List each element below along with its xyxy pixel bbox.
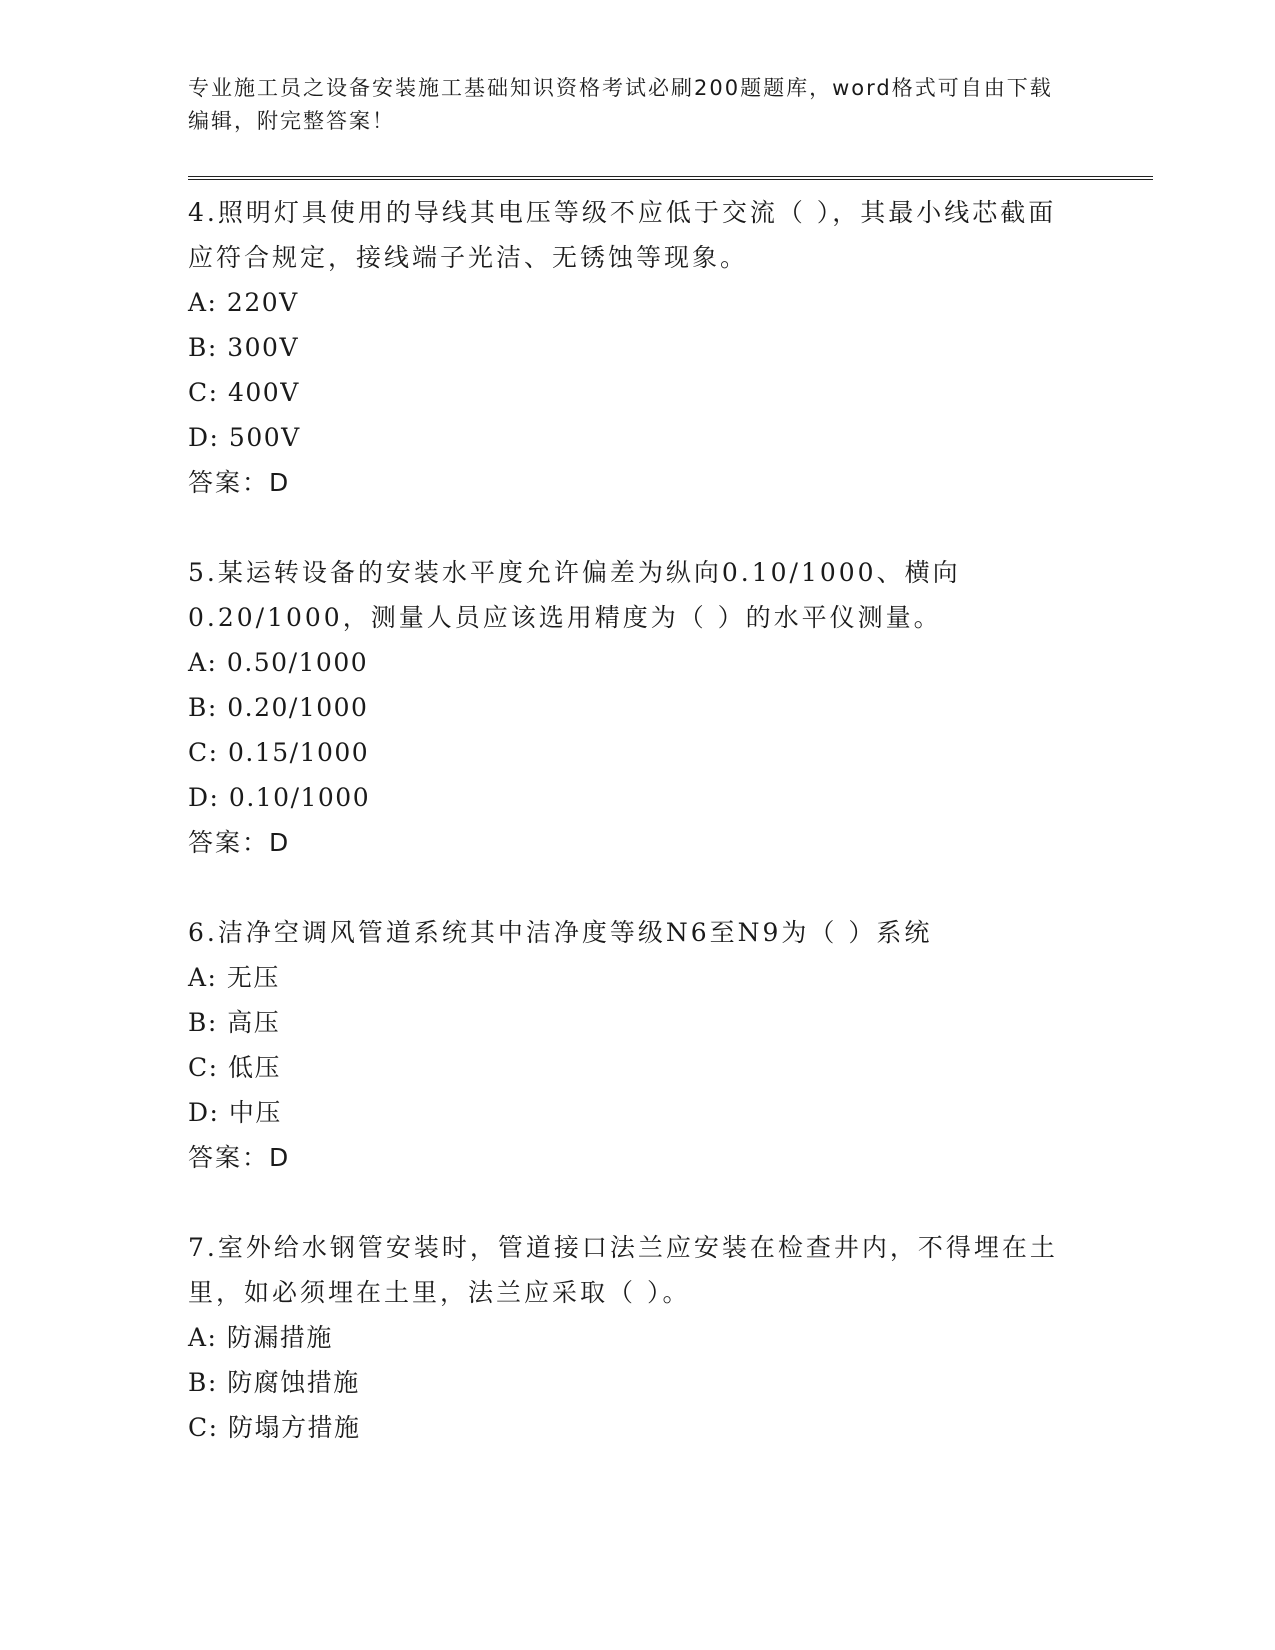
answer-text: 答案：D bbox=[188, 828, 291, 857]
answer-text: 答案：D bbox=[188, 468, 291, 497]
document-page bbox=[188, 72, 1148, 1495]
question-text: 5.某运转设备的安装水平度允许偏差为纵向0.10/1000、横向0.20/1000，测量人员应该选用精度为（ ）的水平仪测量。 bbox=[188, 558, 961, 632]
option-c: C: 400V bbox=[188, 378, 300, 407]
option-b: B: 高压 bbox=[188, 1008, 281, 1037]
question-item bbox=[188, 550, 1148, 865]
option-d: D: 0.10/1000 bbox=[188, 783, 371, 812]
option-c: C: 0.15/1000 bbox=[188, 738, 370, 767]
option-d: D: 500V bbox=[188, 423, 301, 452]
question-item bbox=[188, 910, 1148, 1180]
question-item bbox=[188, 190, 1148, 505]
header-divider bbox=[188, 176, 1153, 180]
option-c: C: 低压 bbox=[188, 1053, 281, 1082]
option-d: D: 中压 bbox=[188, 1098, 282, 1127]
option-b: B: 防腐蚀措施 bbox=[188, 1368, 360, 1397]
option-c: C: 防塌方措施 bbox=[188, 1413, 361, 1442]
option-b: B: 300V bbox=[188, 333, 300, 362]
option-a: A: 防漏措施 bbox=[188, 1323, 333, 1352]
question-list bbox=[188, 190, 1148, 1450]
document-header: 专业施工员之设备安装施工基础知识资格考试必刷200题题库，word格式可自由下载编辑，附完整答案！ bbox=[188, 76, 1053, 133]
option-a: A: 无压 bbox=[188, 963, 280, 992]
option-b: B: 0.20/1000 bbox=[188, 693, 369, 722]
question-text: 7.室外给水钢管安装时，管道接口法兰应安装在检查井内，不得埋在土里，如必须埋在土里，法兰应采取（ ）。 bbox=[188, 1233, 1058, 1307]
option-a: A: 220V bbox=[188, 288, 299, 317]
question-text: 4.照明灯具使用的导线其电压等级不应低于交流（ ），其最小线芯截面应符合规定，接线端子光洁、无锈蚀等现象。 bbox=[188, 198, 1057, 272]
question-text: 6.洁净空调风管道系统其中洁净度等级N6至N9为（ ）系统 bbox=[188, 918, 933, 947]
answer-text: 答案：D bbox=[188, 1143, 291, 1172]
question-item bbox=[188, 1225, 1148, 1450]
option-a: A: 0.50/1000 bbox=[188, 648, 369, 677]
